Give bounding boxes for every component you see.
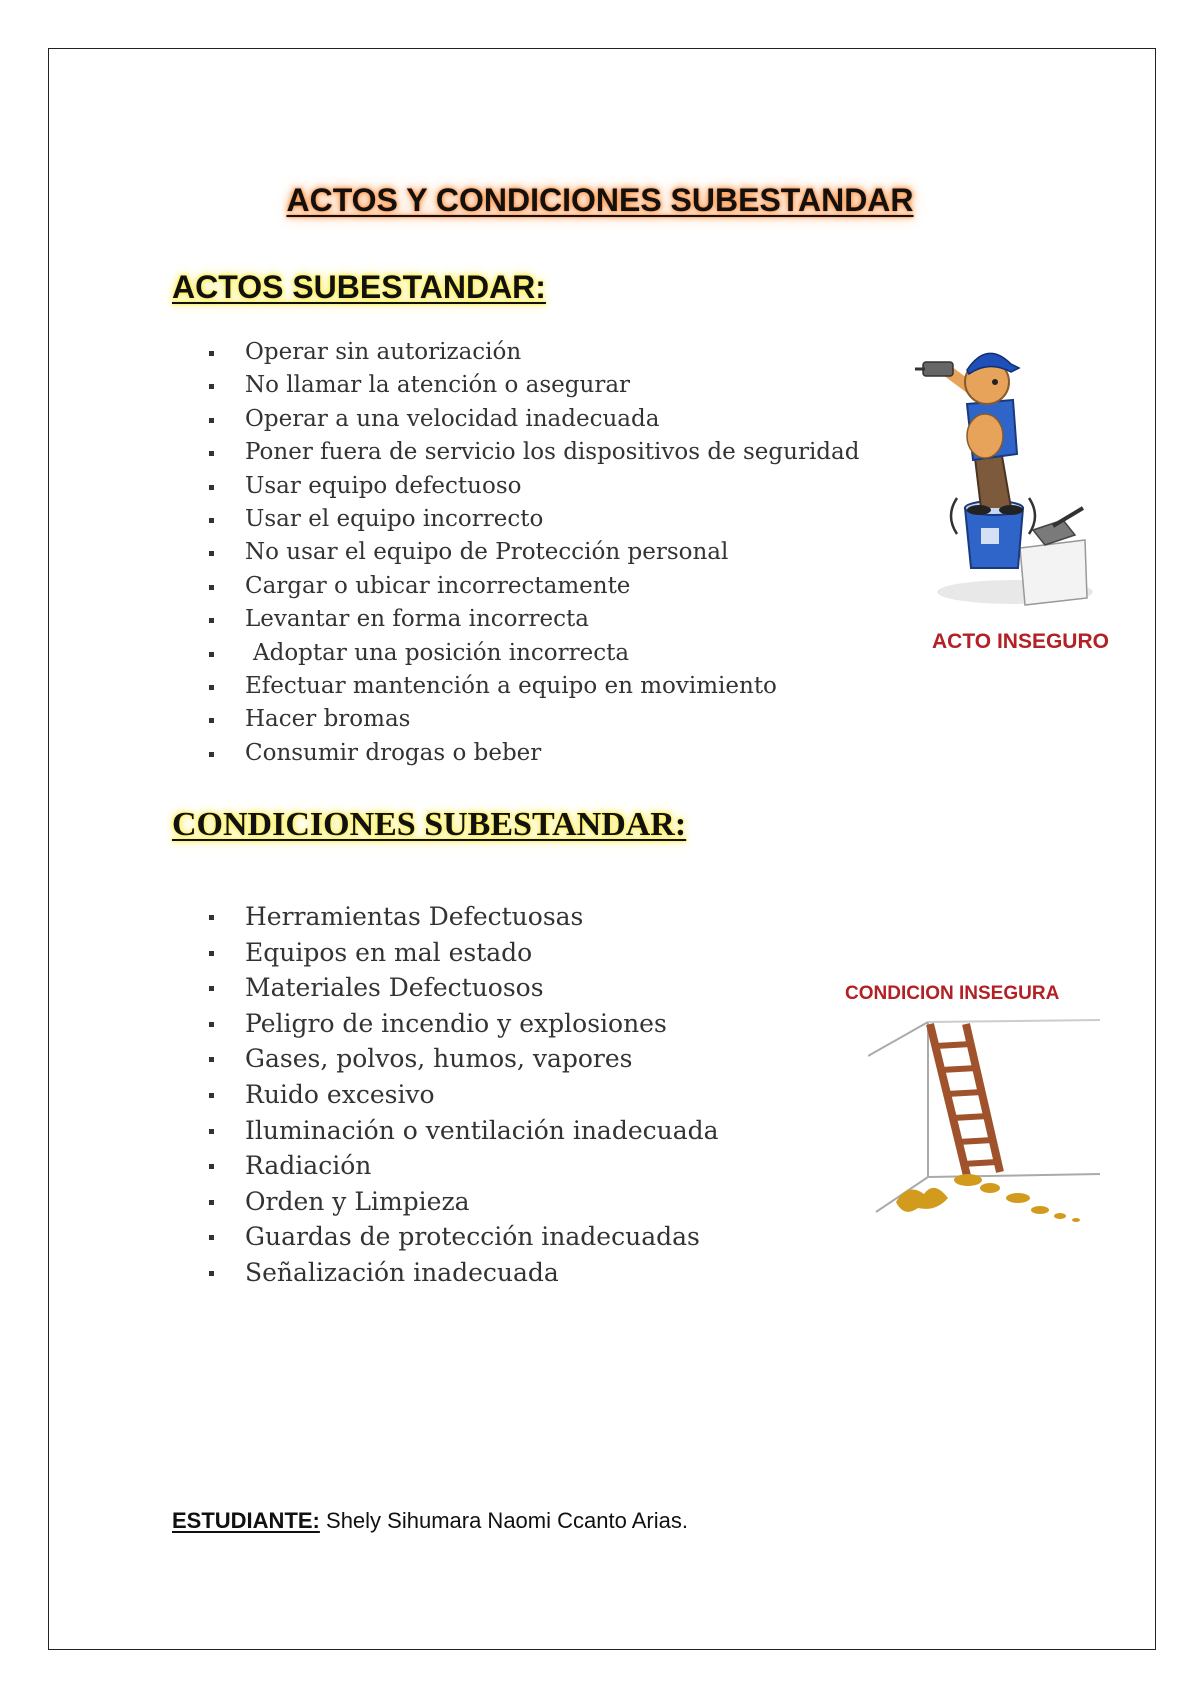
student-label: ESTUDIANTE: — [172, 1508, 320, 1533]
conditions-list — [205, 899, 719, 1291]
list-item: Iluminación o ventilación inadecuada — [205, 1113, 719, 1149]
list-item: Materiales Defectuosos — [205, 970, 719, 1006]
document-title — [0, 180, 1200, 220]
ladder-spill-icon — [868, 1012, 1104, 1234]
list-item: Poner fuera de servicio los dispositivos de seguridad — [205, 436, 859, 469]
student-credit — [172, 1508, 688, 1534]
list-item: Usar equipo defectuoso — [205, 470, 859, 503]
list-item: Usar el equipo incorrecto — [205, 503, 859, 536]
list-item: Herramientas Defectuosas — [205, 899, 719, 935]
conditions-heading: CONDICIONES SUBESTANDAR: — [172, 806, 687, 843]
list-item: Guardas de protección inadecuadas — [205, 1219, 719, 1255]
list-item: Consumir drogas o beber — [205, 737, 859, 770]
list-item: Operar sin autorización — [205, 336, 859, 369]
list-item: Señalización inadecuada — [205, 1255, 719, 1291]
list-item: Levantar en forma incorrecta — [205, 603, 859, 636]
list-item: Gases, polvos, humos, vapores — [205, 1041, 719, 1077]
list-item: Operar a una velocidad inadecuada — [205, 403, 859, 436]
acts-heading: ACTOS SUBESTANDAR: — [172, 269, 546, 305]
list-item: No usar el equipo de Protección personal — [205, 536, 859, 569]
list-item: Cargar o ubicar incorrectamente — [205, 570, 859, 603]
list-item: No llamar la atención o asegurar — [205, 369, 859, 402]
acto-inseguro-label: ACTO INSEGURO — [932, 630, 1109, 653]
list-item: Ruido excesivo — [205, 1077, 719, 1113]
document-title-text: ACTOS Y CONDICIONES SUBESTANDAR — [286, 182, 914, 218]
list-item: Peligro de incendio y explosiones — [205, 1006, 719, 1042]
student-name: Shely Sihumara Naomi Ccanto Arias. — [326, 1508, 688, 1533]
list-item: Efectuar mantención a equipo en movimiento — [205, 670, 859, 703]
list-item: Hacer bromas — [205, 703, 859, 736]
list-item: Equipos en mal estado — [205, 935, 719, 971]
condicion-insegura-label: CONDICION INSEGURA — [845, 983, 1060, 1004]
list-item: Adoptar una posición incorrecta — [205, 637, 859, 670]
acts-list — [205, 336, 859, 770]
list-item: Orden y Limpieza — [205, 1184, 719, 1220]
list-item: Radiación — [205, 1148, 719, 1184]
worker-on-bucket-icon — [915, 330, 1115, 610]
